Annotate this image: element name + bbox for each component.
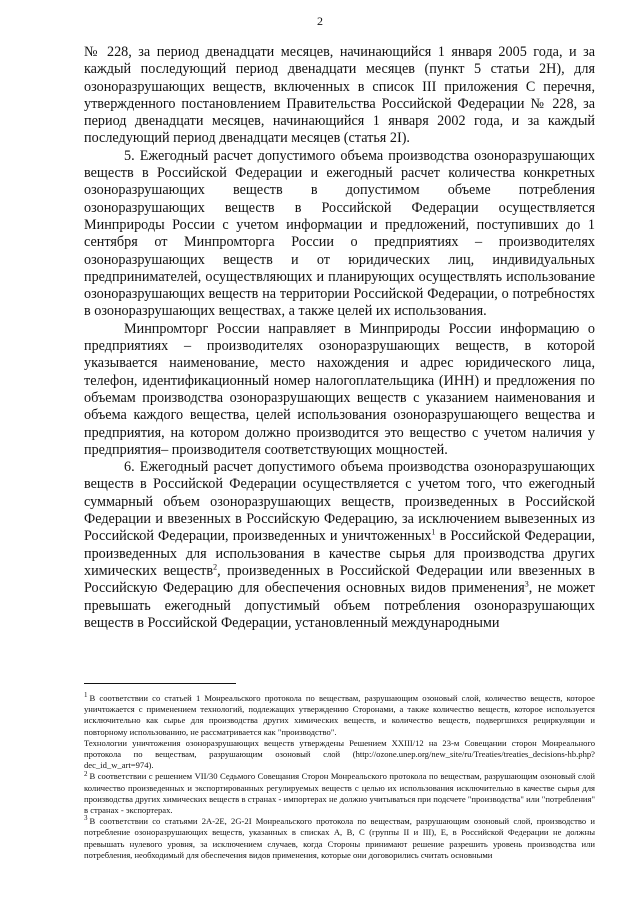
footnote-text: Технологии уничтожения озоноразрушающих веществ утверждены Решением XXIII/12 на 23-м Совещании сторон Монреального протокола по веществам, разрушающим озоновый слой (http://ozone.unep.org/new_site/ru/Treaties/treaties_decisions-hb.php?dec_id_w_art=974). xyxy=(84,737,595,771)
paragraph-item-6-part-c: , произведенных в Российской Федерации или ввезенных в Российскую Федерацию для обеспечения основных видов применения xyxy=(84,562,595,597)
footnotes xyxy=(84,693,595,861)
footnote-ref-3: 3 xyxy=(524,579,529,589)
paragraph-continuation: № 228, за период двенадцати месяцев, начинающийся 1 января 2005 года, и за каждый последующий период двенадцати месяцев (пункт 5 статьи 2Н), для озоноразрушающих веществ, включенных в список III приложения С перечня, утвержденного постановлением Правительства Российской Федерации № 228, за период двенадцати месяцев, начинающийся 1 января 2002 года, и за каждый последующий период двенадцати месяцев (статья 2I). xyxy=(84,44,595,147)
footnote-mark: 3 xyxy=(84,814,88,823)
footnote-ref-2: 2 xyxy=(213,562,218,572)
footnote-mark: 2 xyxy=(84,769,88,778)
footnote-text: В соответствии со статьями 2А-2Е, 2G-2I Монреальского протокола по веществам, разрушающим озоновый слой, производство и потребление озоноразрушающих веществ, указанных в списках А, В, С (группы II и III), Е, в Российской Федерации не должны превышать нулевого уровня, за исключением случаев, когда Стороны принимают решение разрешить уровень производства или потребления, необходимый для обеспечения видов применения, которые они договорились считать основными xyxy=(84,816,595,860)
paragraph-item-6-part-d: , не может превышать ежегодный допустимый объем потребления озоноразрушающих веществ в Российской Федерации, установленный международными xyxy=(84,580,595,631)
footnote-2 xyxy=(84,771,595,816)
footnote-text: В соответствии с решением VII/30 Седьмого Совещания Сторон Монреальского протокола по веществам, разрушающим озоновый слой количество произведенных и экспортированных регулируемых веществ с целью их использования исключительно в качестве сырья для производства других химических веществ в странах - импортерах не должно учитываться при подсчете "производства" или "потребления" в странах - экспортерах. xyxy=(84,771,595,816)
footnote-1 xyxy=(84,693,595,738)
paragraph-item-5: 5. Ежегодный расчет допустимого объема производства озоноразрушающих веществ в Российской Федерации и ежегодный расчет количества конкретных озоноразрушающих веществ в допустимом объеме потребления озоноразрушающих веществ в Российской Федерации осуществляется Минприроды России с учетом информации и предложений, поступивших до 1 сентября от Минпромторга России о предприятиях – производителях озоноразрушающих веществ и от юридических лиц, индивидуальных предпринимателей, осуществляющих и планирующих осуществлять использование озоноразрушающих веществ на территории Российской Федерации, о потребностях в озоноразрушающих веществах, а также целей их использования. xyxy=(84,147,595,320)
footnote-divider xyxy=(84,683,236,684)
footnote-mark: 1 xyxy=(84,691,88,700)
footnote-3 xyxy=(84,816,595,861)
footnote-ref-1: 1 xyxy=(431,527,436,537)
paragraph-item-6-part-a: 6. Ежегодный расчет допустимого объема производства озоноразрушающих веществ в Российской Федерации осуществляется с учетом того, что ежегодный суммарный объем озоноразрушающих веществ, произведенных в Российской Федерации и ввезенных в Российскую Федерацию, за исключением вывезенных из Российской Федерации, произведенных и уничтоженных xyxy=(84,459,595,545)
document-body xyxy=(84,44,595,632)
footnote-1-continued xyxy=(84,738,595,772)
paragraph-minpromtorg: Минпромторг России направляет в Минприроды России информацию о предприятиях – производителях озоноразрушающих веществ, в которой указывается наименование, место нахождения и адрес юридического лица, телефон, идентификационный номер налогоплательщика (ИНН) и предложения по объемам производства озоноразрушающих веществ с указанием наименования и объема каждого вещества, целей использования озоноразрушающего вещества и предприятия, на котором должно производится это вещество с учетом наличия у предприятия– производителя соответствующих мощностей. xyxy=(84,320,595,458)
footnote-text: В соответствии со статьей 1 Монреальского протокола по веществам, разрушающим озоновый слой, количество веществ, которое уничтожается с применением технологий, подлежащих утверждению Сторонами, а также количество веществ, которое используется исключительно как сырье для производства других химических веществ, и количество веществ, подвергшихся рециркуляции и повторному использованию, не рассматривается как "производство". xyxy=(84,693,595,737)
page-number: 2 xyxy=(317,14,323,28)
paragraph-item-6-part-b: в Российской Федерации, произведенных для использования в качестве сырья для производства других химических веществ xyxy=(84,528,595,579)
paragraph-item-6 xyxy=(84,459,595,632)
